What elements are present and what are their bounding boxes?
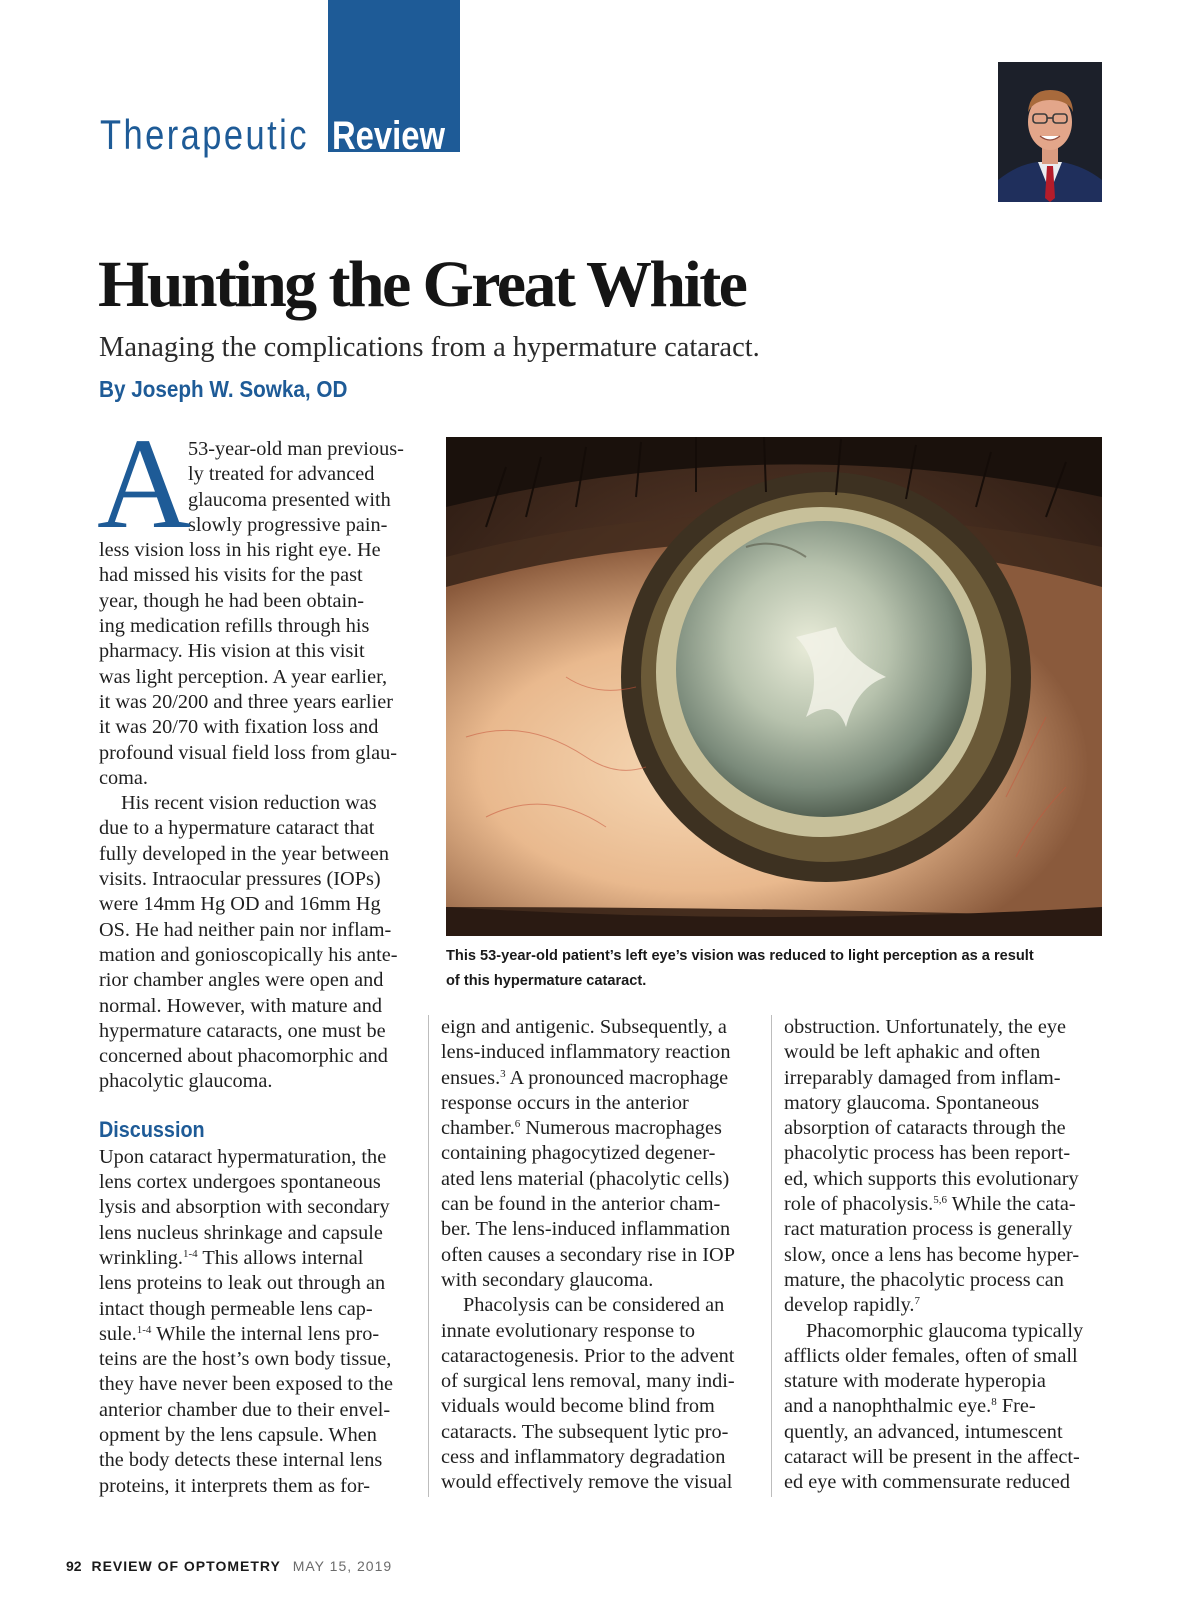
text-fragment: While the cata- — [947, 1193, 1076, 1216]
citation-superscript: 5,6 — [933, 1194, 948, 1207]
section-label — [100, 106, 446, 158]
text-line: the body detects these internal lens — [99, 1449, 383, 1472]
text-line: glaucoma presented with — [188, 488, 391, 511]
text-fragment: ensues. — [441, 1066, 501, 1089]
citation-superscript: 8 — [991, 1396, 997, 1409]
text-line: often causes a secondary rise in IOP — [441, 1243, 735, 1266]
citation-superscript: 1-4 — [182, 1247, 198, 1260]
text-line: Upon cataract hypermaturation, the — [99, 1145, 387, 1168]
text-line: 53-year-old man previous- — [188, 438, 404, 460]
text-line — [441, 1116, 759, 1141]
text-line: irreparably damaged from inflam- — [784, 1066, 1061, 1089]
text-line: profound visual field loss from glau- — [99, 741, 397, 764]
text-line — [441, 1066, 759, 1091]
text-line — [99, 1246, 417, 1271]
text-line: containing phagocytized degener- — [441, 1142, 716, 1165]
page-number: 92 — [66, 1558, 82, 1574]
paragraph — [99, 538, 417, 791]
text-line — [784, 1293, 1102, 1318]
text-line: less vision loss in his right eye. He — [99, 539, 381, 562]
text-line: hypermature cataracts, one must be — [99, 1019, 386, 1042]
text-fragment: chamber. — [441, 1117, 515, 1140]
page-footer — [66, 1559, 392, 1573]
text-line: absorption of cataracts through the — [784, 1117, 1066, 1140]
text-line: ract maturation process is generally — [784, 1218, 1073, 1241]
text-line: Phacomorphic glaucoma typically — [806, 1319, 1084, 1342]
text-line: phacolytic process has been report- — [784, 1142, 1071, 1165]
text-line — [784, 1192, 1102, 1217]
text-line: cataractogenesis. Prior to the advent — [441, 1344, 735, 1367]
text-fragment: role of phacolysis. — [784, 1193, 934, 1216]
text-fragment: develop rapidly. — [784, 1294, 915, 1317]
text-line: ber. The lens-induced inflammation — [441, 1218, 731, 1241]
text-line: it was 20/200 and three years earlier — [99, 690, 393, 713]
text-line: slow, once a lens has become hyper- — [784, 1243, 1080, 1266]
magazine-name: REVIEW OF OPTOMETRY — [91, 1558, 281, 1574]
author-photo — [998, 62, 1102, 202]
text-line: intact though permeable lens cap- — [99, 1297, 373, 1320]
text-line: with secondary glaucoma. — [441, 1268, 654, 1291]
caption-line: of this hypermature cataract. — [446, 973, 647, 989]
discussion-heading: Discussion — [99, 1116, 205, 1142]
text-line: cataracts. The subsequent lytic pro- — [441, 1420, 729, 1443]
text-fragment: While the internal lens pro- — [151, 1322, 380, 1345]
paragraph — [99, 1145, 417, 1499]
text-line: they have never been exposed to the — [99, 1373, 393, 1396]
text-line: can be found in the anterior cham- — [441, 1193, 721, 1216]
text-line: lens proteins to leak out through an — [99, 1272, 386, 1295]
text-line: pharmacy. His vision at this visit — [99, 640, 365, 663]
text-line: opment by the lens capsule. When — [99, 1423, 377, 1446]
text-line: normal. However, with mature and — [99, 994, 383, 1017]
text-line: slowly progressive pain- — [188, 513, 388, 536]
text-line: lens-induced inflammatory reaction — [441, 1041, 731, 1064]
text-line: it was 20/70 with fixation loss and — [99, 716, 379, 739]
paragraph — [99, 791, 417, 1095]
text-line: anterior chamber due to their envel- — [99, 1398, 391, 1421]
citation-superscript: 6 — [514, 1118, 521, 1131]
text-line: mature, the phacolytic process can — [784, 1268, 1064, 1291]
text-line: response occurs in the anterior — [441, 1091, 689, 1114]
paragraph — [784, 1015, 1102, 1319]
text-line — [99, 1322, 417, 1347]
text-line: His recent vision reduction was — [121, 792, 377, 815]
text-line: stature with moderate hyperopia — [784, 1370, 1046, 1393]
text-line: afflicts older females, often of small — [784, 1344, 1078, 1367]
text-line: cess and inflammatory degradation — [441, 1446, 726, 1469]
body-column-2 — [441, 1015, 759, 1496]
text-line: ly treated for advanced — [188, 463, 375, 486]
text-line: concerned about phacomorphic and — [99, 1045, 388, 1068]
text-line: teins are the host’s own body tissue, — [99, 1348, 392, 1371]
text-line: OS. He had neither pain nor inflam- — [99, 918, 392, 941]
text-fragment: and a nanophthalmic eye. — [784, 1395, 992, 1418]
text-line: ed eye with commensurate reduced — [784, 1471, 1071, 1494]
text-fragment: A pronounced macrophage — [505, 1066, 729, 1089]
issue-date: MAY 15, 2019 — [292, 1558, 393, 1574]
citation-superscript: 3 — [500, 1067, 506, 1080]
citation-superscript: 7 — [914, 1295, 920, 1308]
text-line: would be left aphakic and often — [784, 1041, 1041, 1064]
text-line: lens cortex undergoes spontaneous — [99, 1171, 381, 1194]
text-line: viduals would become blind from — [441, 1395, 715, 1418]
dropcap-letter: A — [97, 412, 191, 556]
text-line: eign and antigenic. Subsequently, a — [441, 1016, 727, 1038]
text-fragment: sule. — [99, 1322, 137, 1345]
article-byline: By Joseph W. Sowka, OD — [99, 376, 348, 402]
text-line: innate evolutionary response to — [441, 1319, 696, 1342]
text-line: lysis and absorption with secondary — [99, 1196, 390, 1219]
text-line: mation and gonioscopically his ante- — [99, 943, 398, 966]
text-line: phacolytic glaucoma. — [99, 1070, 273, 1093]
text-line: due to a hypermature cataract that — [99, 817, 375, 840]
text-line: rior chamber angles were open and — [99, 969, 384, 992]
text-line — [784, 1394, 1102, 1419]
text-line: lens nucleus shrinkage and capsule — [99, 1221, 383, 1244]
text-line: fully developed in the year between — [99, 842, 390, 865]
text-line: were 14mm Hg OD and 16mm Hg — [99, 893, 381, 916]
text-line: obstruction. Unfortunately, the eye — [784, 1016, 1066, 1038]
text-fragment: Numerous macrophages — [520, 1117, 722, 1140]
text-fragment: Fre- — [996, 1395, 1036, 1418]
citation-superscript: 1-4 — [136, 1323, 152, 1336]
text-line: visits. Intraocular pressures (IOPs) — [99, 868, 381, 891]
text-line: ated lens material (phacolytic cells) — [441, 1167, 730, 1190]
text-line: proteins, it interprets them as for- — [99, 1474, 371, 1497]
figure-caption — [446, 944, 1106, 994]
text-line: cataract will be present in the affect- — [784, 1446, 1080, 1469]
body-column-1 — [97, 412, 417, 1499]
caption-line: This 53-year-old patient’s left eye’s vision was reduced to light perception as a result — [446, 948, 1034, 964]
text-line: matory glaucoma. Spontaneous — [784, 1091, 1040, 1114]
text-line: ing medication refills through his — [99, 615, 370, 638]
text-line: quently, an advanced, intumescent — [784, 1420, 1063, 1443]
text-line: Phacolysis can be considered an — [463, 1294, 725, 1317]
text-line: had missed his visits for the past — [99, 564, 363, 587]
column-rule — [428, 1015, 429, 1497]
column-rule — [771, 1015, 772, 1497]
paragraph — [784, 1319, 1102, 1496]
paragraph — [441, 1293, 759, 1495]
article-title: Hunting the Great White — [98, 248, 746, 321]
paragraph — [441, 1015, 759, 1293]
text-line: ed, which supports this evolutionary — [784, 1167, 1079, 1190]
article-deck: Managing the complications from a hypermature cataract. — [99, 332, 760, 363]
text-fragment: wrinkling. — [99, 1246, 183, 1269]
text-line: would effectively remove the visual — [441, 1471, 733, 1494]
text-line: year, though he had been obtain- — [99, 589, 365, 612]
text-fragment: This allows internal — [197, 1246, 364, 1269]
text-line: coma. — [99, 766, 148, 789]
section-label-therapeutic: Therapeutic — [100, 111, 309, 158]
text-line: of surgical lens removal, many indi- — [441, 1370, 735, 1393]
text-line: was light perception. A year earlier, — [99, 665, 388, 688]
cataract-eye-photo — [446, 437, 1102, 936]
section-label-review: Review — [332, 114, 446, 158]
body-column-3 — [784, 1015, 1102, 1496]
